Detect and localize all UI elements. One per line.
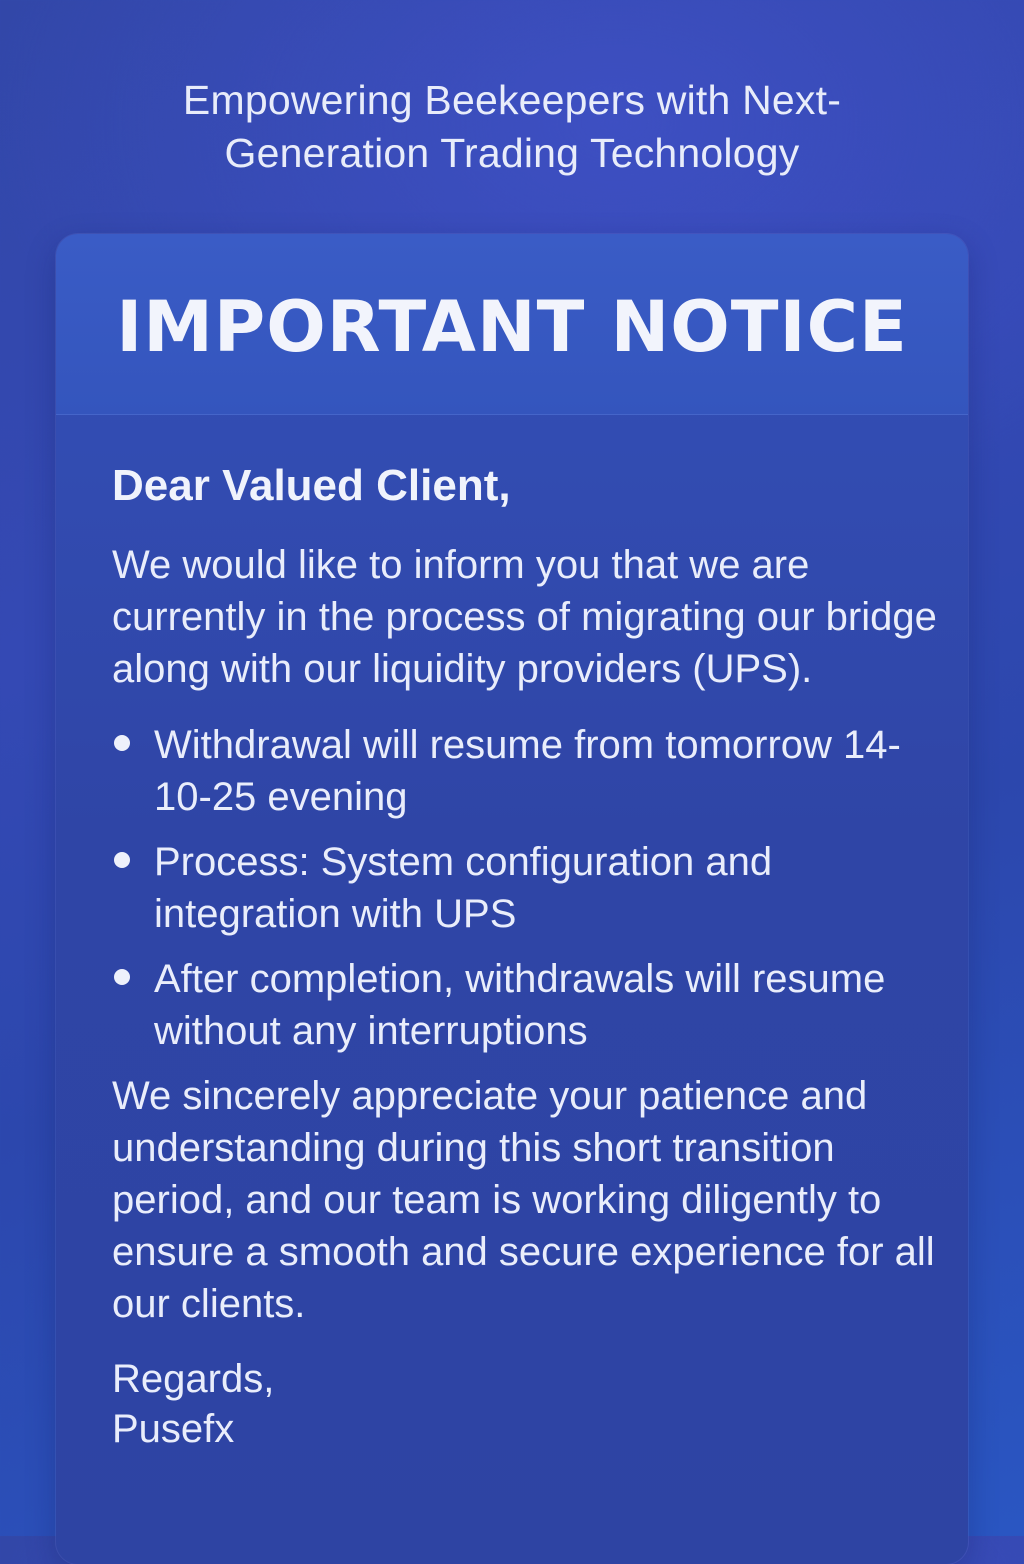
- regards-text: Regards,: [112, 1357, 275, 1401]
- greeting: Dear Valued Client,: [112, 461, 511, 510]
- notice-card: [56, 234, 968, 1564]
- closing-paragraph: We sincerely appreciate your patience and understanding during this short transition period, and our team is working diligently to ensure a smooth and secure experience for all our clients.: [112, 1074, 935, 1326]
- bullet-icon: [114, 969, 130, 985]
- signature: Pusefx: [112, 1407, 235, 1451]
- bullet-text: Process: System configuration and integration with UPS: [154, 840, 773, 936]
- notice-body: [56, 415, 968, 1454]
- bullet-list: [112, 719, 938, 1057]
- bullet-text: After completion, withdrawals will resume without any interruptions: [154, 957, 886, 1053]
- notice-title: IMPORTANT NOTICE: [116, 286, 908, 368]
- tagline: Empowering Beekeepers with Next-Generation Trading Technology: [182, 77, 842, 176]
- tagline-container: [0, 74, 1024, 180]
- bullet-icon: [114, 852, 130, 868]
- bullet-text: Withdrawal will resume from tomorrow 14-10-25 evening: [154, 723, 901, 819]
- bullet-item: [112, 719, 938, 823]
- bullet-item: [112, 836, 938, 940]
- bullet-item: [112, 953, 938, 1057]
- notice-header: [56, 234, 968, 415]
- intro-paragraph: We would like to inform you that we are currently in the process of migrating our bridge along with our liquidity providers (UPS).: [112, 543, 937, 691]
- bullet-icon: [114, 735, 130, 751]
- signoff: [112, 1354, 938, 1454]
